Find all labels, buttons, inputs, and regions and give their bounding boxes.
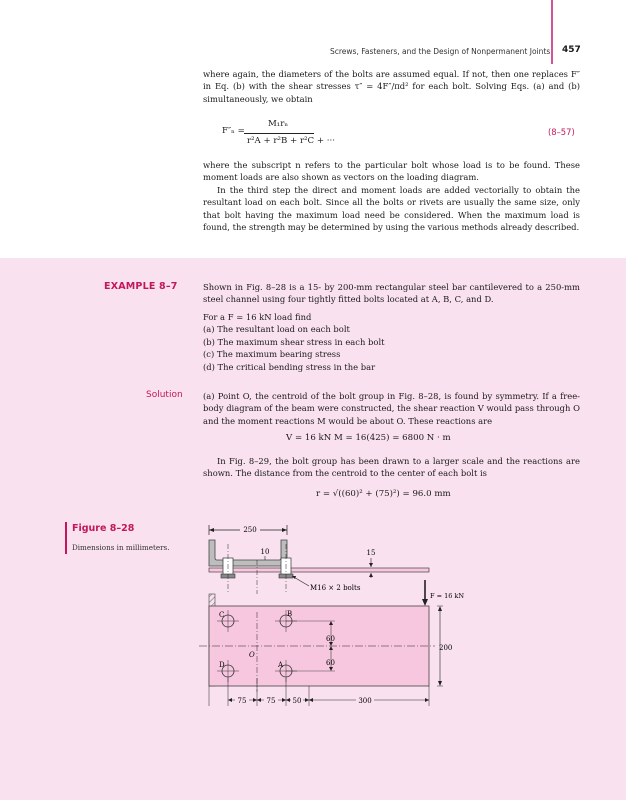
find-item-c: (c) The maximum bearing stress [203,349,341,360]
figure-8-28-diagram [195,520,485,720]
header-rule [551,0,553,64]
find-item-a: (a) The resultant load on each bolt [203,324,350,335]
figure-accent-bar [65,522,67,554]
dim-bar-thickness: 15 [366,549,376,557]
example-statement: Shown in Fig. 8–28 is a 15- by 200-mm rectangular steel bar cantilevered to a 250-mm steel channel using four tightly fitted bolts located at A, B, C, and D. [203,282,580,305]
fraction-bar [244,133,314,134]
find-item-b: (b) The maximum shear stress in each bolt [203,336,385,347]
figure-title: Figure 8–28 [72,523,135,534]
dim-h1: 75 [237,697,247,705]
dim-spacing-upper: 60 [326,635,335,643]
label-d: D [219,661,225,669]
equation-lhs: F″ₙ = [222,126,245,136]
load-arrow [422,580,428,606]
reaction-equation: V = 16 kN M = 16(425) = 6800 N · m [286,433,451,443]
find-item-d: (d) The critical bending stress in the bar [203,361,376,372]
dim-flange: 10 [260,548,270,556]
solution-paragraph-2: In Fig. 8–29, the bolt group has been drawn to a larger scale and the reactions are shown. The distance from the centroid to the center of each bolt is [203,456,580,479]
bar-side-view [209,568,429,572]
equation-denominator: r²A + r²B + r²C + ··· [247,136,335,146]
dim-h2: 75 [266,697,276,705]
label-b: B [287,610,293,618]
distance-equation: r = √((60)² + (75)²) = 96.0 mm [316,489,451,499]
label-bolts: M16 × 2 bolts [310,584,361,592]
dim-spacing-lower: 60 [326,659,335,667]
intro-paragraph-3: In the third step the direct and moment loads are added vectorially to obtain the resultant load on each bolt. Since all the bolts or rivets are usually the same size, only that bolt having the maximum load need be considered. When the maximum load is found, the strength may be determined by using the various methods already described. [203,185,580,233]
find-intro: For a F = 16 kN load find [203,312,312,322]
example-label: EXAMPLE 8–7 [104,281,178,292]
dim-channel-width: 250 [243,526,257,534]
label-a: A [278,661,284,669]
dimension-250 [209,524,287,535]
solution-paragraph-1: (a) Point O, the centroid of the bolt group in Fig. 8–28, is found by symmetry. If a free-body diagram of the beam were constructed, the shear reaction V would pass through O and the moment reactions M would be about O. These reactions are [203,391,580,426]
solution-label: Solution [146,390,183,400]
equation-number: (8–57) [548,127,575,137]
dim-span: 300 [358,697,372,705]
dim-height: 200 [439,644,453,652]
example-find-list [203,311,580,373]
page-number: 457 [562,45,581,55]
label-o: O [249,651,255,659]
intro-paragraph-1: where again, the diameters of the bolts are assumed equal. If not, then one replaces F″ in Eq. (b) with the shear stresses τ″ = 4F″/πd² for each bolt. Solving Eqs. (a) and (b) simultaneously, we obtain [203,69,580,104]
figure-caption: Dimensions in millimeters. [72,543,170,552]
dim-h3: 50 [292,697,302,705]
label-load: F = 16 kN [430,592,465,600]
label-c: C [219,611,225,619]
running-head: Screws, Fasteners, and the Design of Nonpermanent Joints [330,47,551,56]
intro-paragraph-2: where the subscript n refers to the particular bolt whose load is to be found. These moment loads are also shown as vectors on the loading diagram. [203,160,580,183]
equation-numerator: M₁rₙ [268,119,289,129]
channel-section [209,540,287,566]
